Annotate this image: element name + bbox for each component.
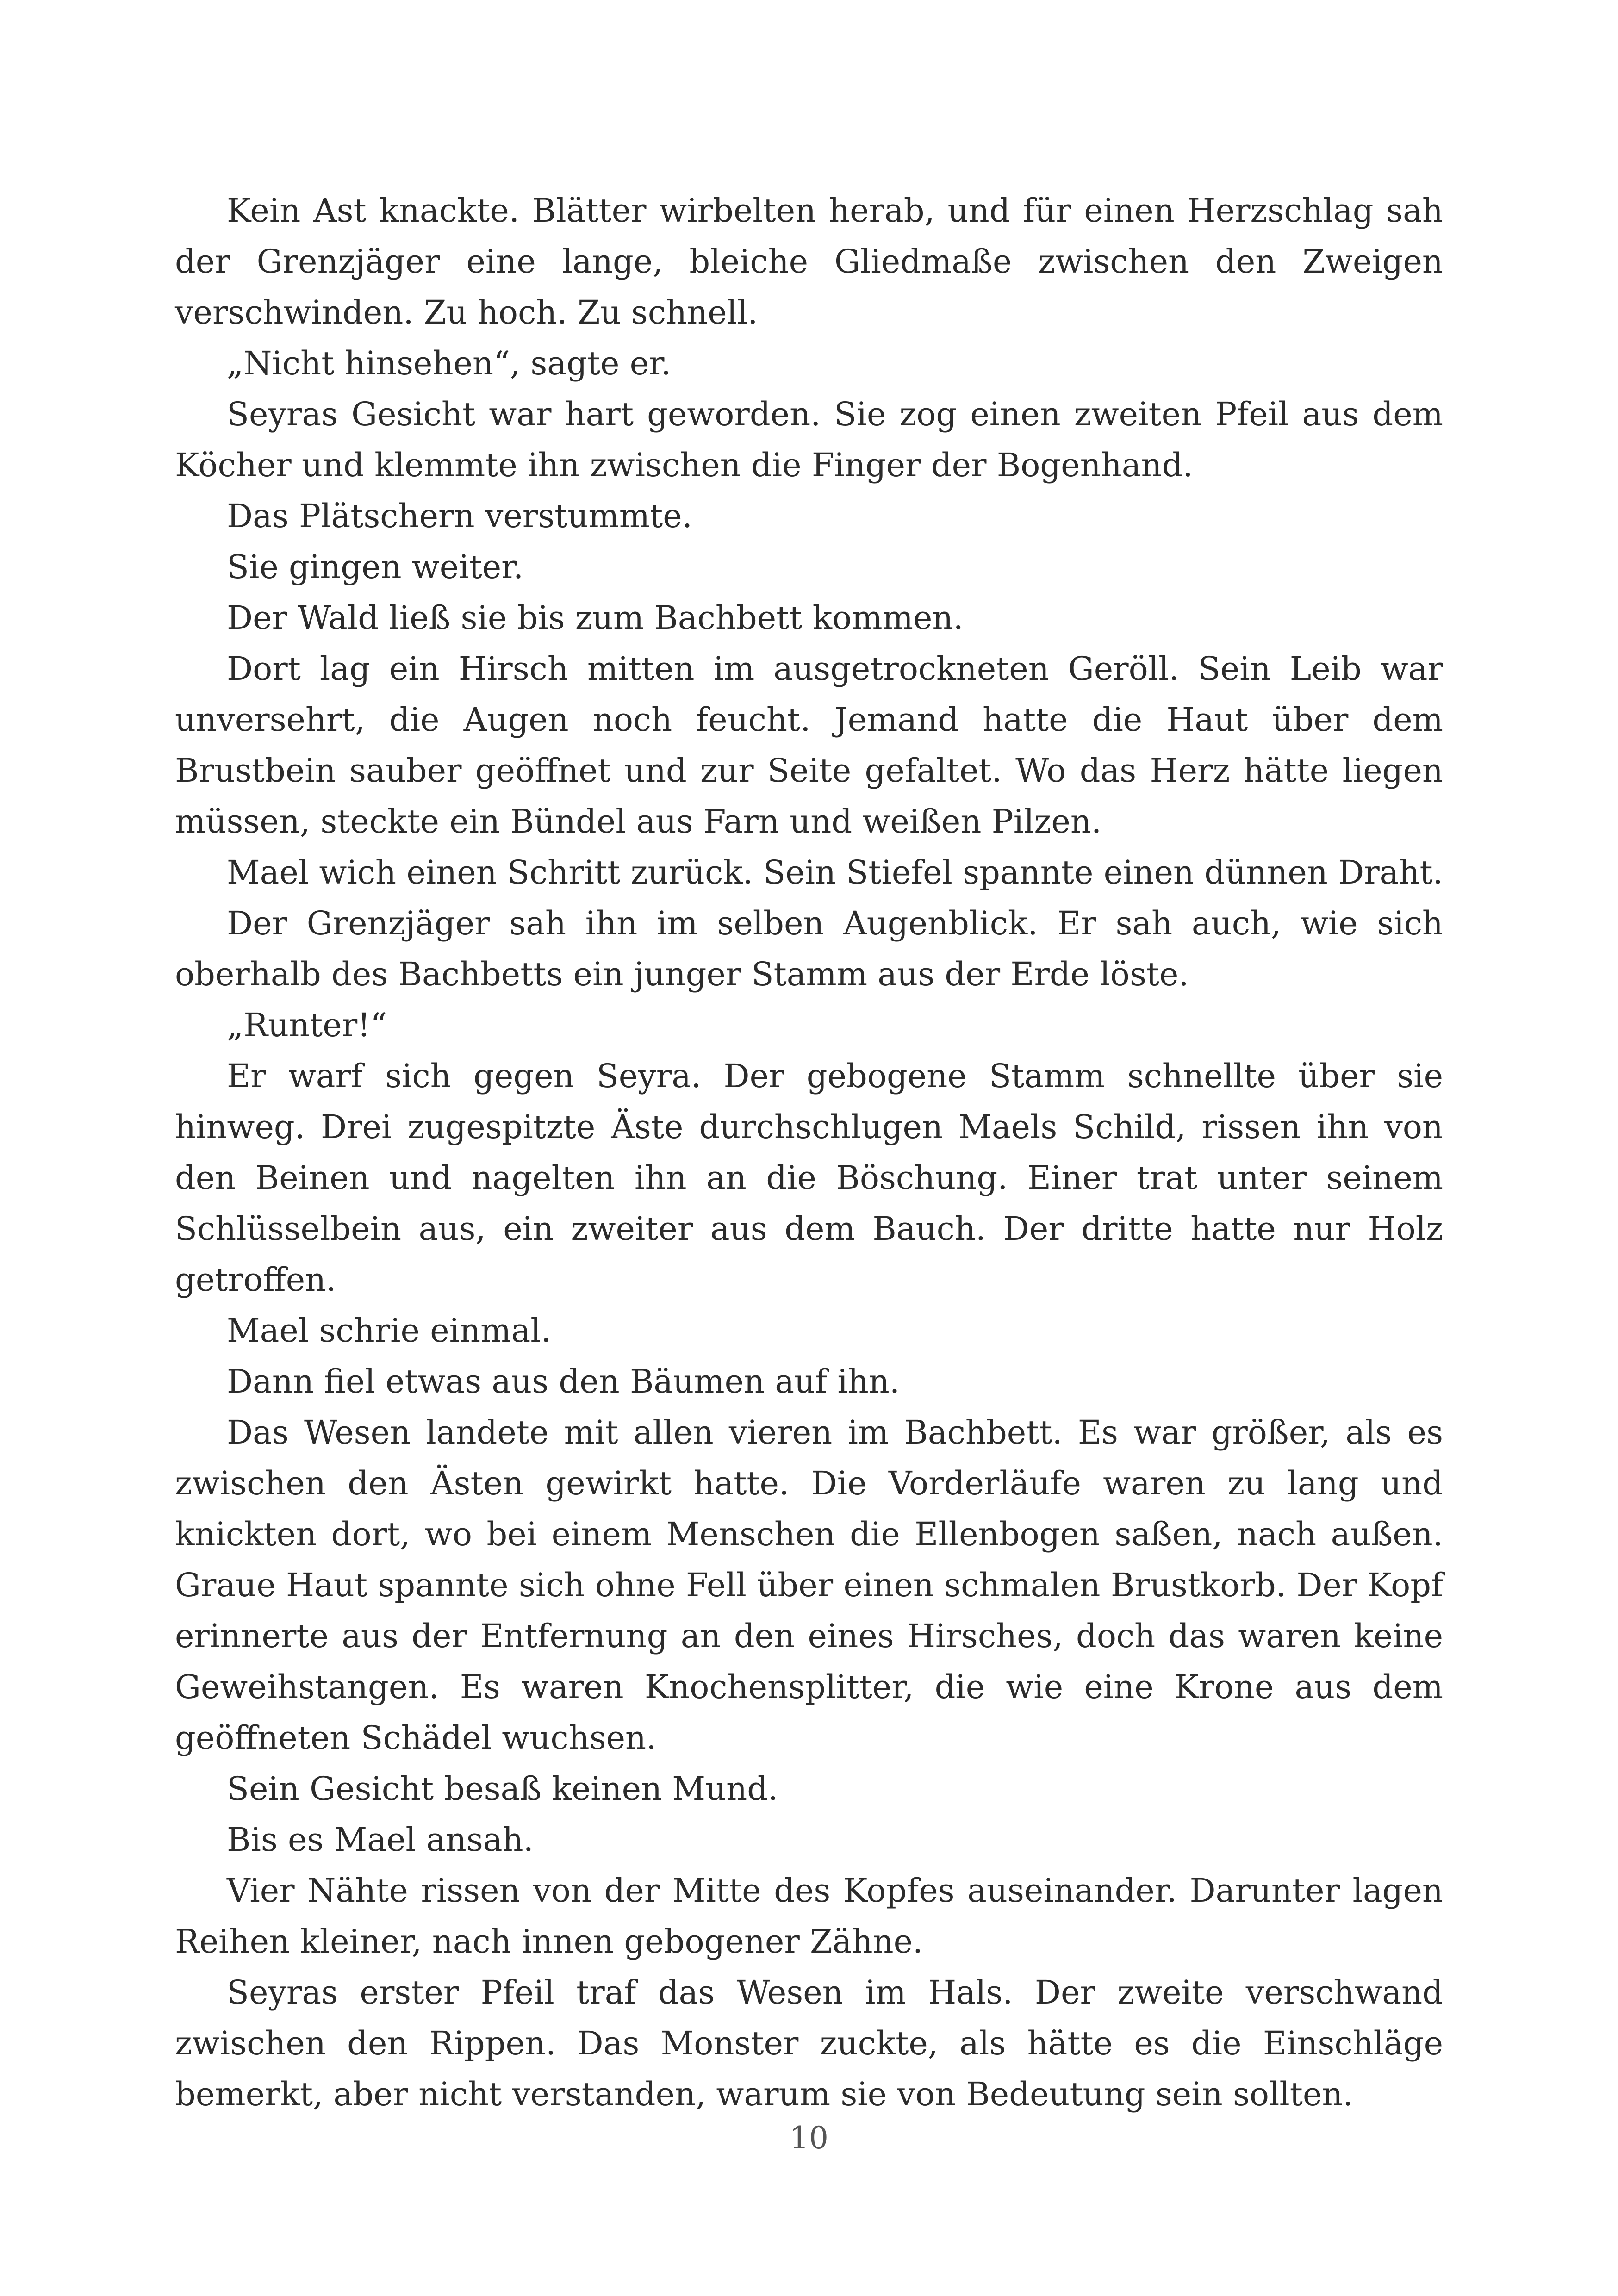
paragraph: Dort lag ein Hirsch mitten im ausgetrockneten Geröll. Sein Leib war unversehrt, die Augen noch feucht. Jemand hatte die Haut über dem Brustbein sauber geöffnet und zur Seite gefaltet. Wo das Herz hätte liegen müssen, steckte ein Bündel aus Farn und weißen Pilzen. bbox=[175, 650, 1443, 840]
paragraph: Er warf sich gegen Seyra. Der gebogene Stamm schnellte über sie hinweg. Drei zugespitzte Äste durchschlugen Maels Schild, rissen ihn von den Beinen und nagelten ihn an die Böschung. Einer trat unter seinem Schlüsselbein aus, ein zweiter aus dem Bauch. Der dritte hatte nur Holz getroffen. bbox=[175, 1057, 1443, 1299]
paragraph: Das Plätschern verstummte. bbox=[227, 497, 692, 535]
paragraph: „Runter!“ bbox=[227, 1006, 387, 1044]
paragraph: Seyras Gesicht war hart geworden. Sie zog einen zweiten Pfeil aus dem Köcher und klemmte ihn zwischen die Finger der Bogenhand. bbox=[175, 395, 1443, 484]
paragraph: Kein Ast knackte. Blätter wirbelten herab, und für einen Herzschlag sah der Grenzjäger eine lange, bleiche Gliedmaße zwischen den Zweigen verschwinden. Zu hoch. Zu schnell. bbox=[175, 192, 1443, 331]
paragraph: Mael wich einen Schritt zurück. Sein Stiefel spannte einen dünnen Draht. bbox=[227, 853, 1443, 891]
paragraph: Das Wesen landete mit allen vieren im Bachbett. Es war größer, als es zwischen den Ästen gewirkt hatte. Die Vorderläufe waren zu lang und knickten dort, wo bei einem Menschen die Ellenbogen saßen, nach außen. Graue Haut spannte sich ohne Fell über einen schmalen Brustkorb. Der Kopf erinnerte aus der Entfernung an den eines Hirsches, doch das waren keine Geweihstangen. Es waren Knochensplitter, die wie eine Krone aus dem geöffneten Schädel wuchsen. bbox=[175, 1413, 1443, 1757]
paragraph: Vier Nähte rissen von der Mitte des Kopfes auseinander. Darunter lagen Reihen kleiner, nach innen gebogener Zähne. bbox=[175, 1872, 1443, 1960]
paragraph: Bis es Mael ansah. bbox=[227, 1821, 534, 1859]
paragraph: Sein Gesicht besaß keinen Mund. bbox=[227, 1770, 778, 1808]
paragraph: Der Wald ließ sie bis zum Bachbett kommen. bbox=[227, 599, 964, 637]
paragraph: Der Grenzjäger sah ihn im selben Augenblick. Er sah auch, wie sich oberhalb des Bachbetts ein junger Stamm aus der Erde löste. bbox=[175, 904, 1443, 993]
paragraph: Seyras erster Pfeil traf das Wesen im Hals. Der zweite verschwand zwischen den Rippen. Das Monster zuckte, als hätte es die Einschläge bemerkt, aber nicht verstanden, warum sie von Bedeutung sein sollten. bbox=[175, 1973, 1443, 2113]
paragraph: Sie gingen weiter. bbox=[227, 548, 524, 586]
paragraph: Mael schrie einmal. bbox=[227, 1312, 551, 1350]
paragraph: Dann fiel etwas aus den Bäumen auf ihn. bbox=[227, 1363, 900, 1400]
body-text bbox=[175, 185, 1443, 2120]
page-number: 10 bbox=[790, 2120, 828, 2156]
paragraph: „Nicht hinsehen“, sagte er. bbox=[227, 344, 672, 382]
